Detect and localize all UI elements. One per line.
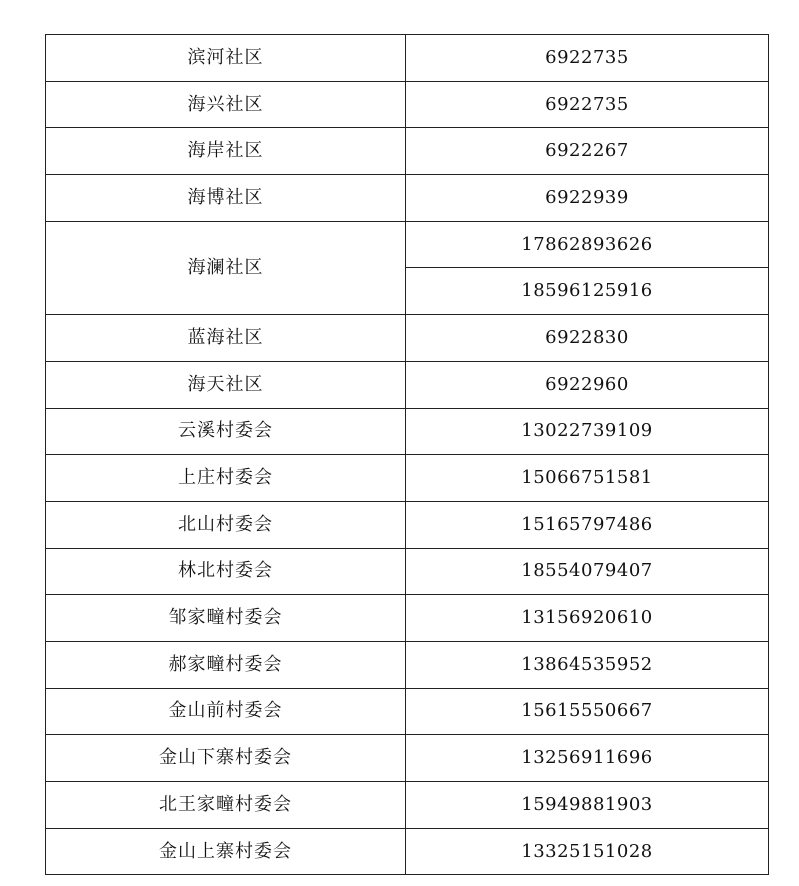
table-row [46,361,769,408]
phone-cell: 18554079407 [406,548,769,595]
phone-cell: 6922267 [406,128,769,175]
village-committee-name-cell: 金山下寨村委会 [46,735,406,782]
phone-cell: 13864535952 [406,641,769,688]
table-row [46,81,769,128]
village-committee-name-cell: 云溪村委会 [46,408,406,455]
phone-cell: 15615550667 [406,688,769,735]
phone-cell: 15066751581 [406,455,769,502]
table-row [46,641,769,688]
phone-cell: 15949881903 [406,782,769,829]
contact-table [45,34,769,875]
village-committee-name-cell: 北王家疃村委会 [46,782,406,829]
table-row [46,548,769,595]
table-row [46,688,769,735]
table-row [46,595,769,642]
phone-cell: 13022739109 [406,408,769,455]
table-row [46,315,769,362]
phone-cell: 15165797486 [406,501,769,548]
village-committee-name-cell: 林北村委会 [46,548,406,595]
community-name-cell: 海岸社区 [46,128,406,175]
table-row [46,455,769,502]
table-row [46,735,769,782]
community-name-cell: 海兴社区 [46,81,406,128]
village-committee-name-cell: 金山前村委会 [46,688,406,735]
community-name-cell: 海博社区 [46,175,406,222]
table-row [46,35,769,82]
table-row [46,221,769,268]
phone-cell: 13256911696 [406,735,769,782]
table-row [46,501,769,548]
table-row [46,128,769,175]
phone-cell: 17862893626 [406,221,769,268]
phone-cell: 18596125916 [406,268,769,315]
community-name-cell: 蓝海社区 [46,315,406,362]
phone-cell: 6922830 [406,315,769,362]
phone-cell: 6922960 [406,361,769,408]
table-row [46,782,769,829]
village-committee-name-cell: 邹家疃村委会 [46,595,406,642]
village-committee-name-cell: 金山上寨村委会 [46,828,406,875]
community-name-cell: 海天社区 [46,361,406,408]
contact-table-container [45,34,769,875]
phone-cell: 6922735 [406,35,769,82]
community-name-cell: 滨河社区 [46,35,406,82]
community-name-cell: 海澜社区 [46,221,406,314]
village-committee-name-cell: 上庄村委会 [46,455,406,502]
phone-cell: 13156920610 [406,595,769,642]
table-row [46,175,769,222]
phone-cell: 13325151028 [406,828,769,875]
phone-cell: 6922939 [406,175,769,222]
table-row [46,828,769,875]
village-committee-name-cell: 郝家疃村委会 [46,641,406,688]
table-row [46,408,769,455]
phone-cell: 6922735 [406,81,769,128]
village-committee-name-cell: 北山村委会 [46,501,406,548]
